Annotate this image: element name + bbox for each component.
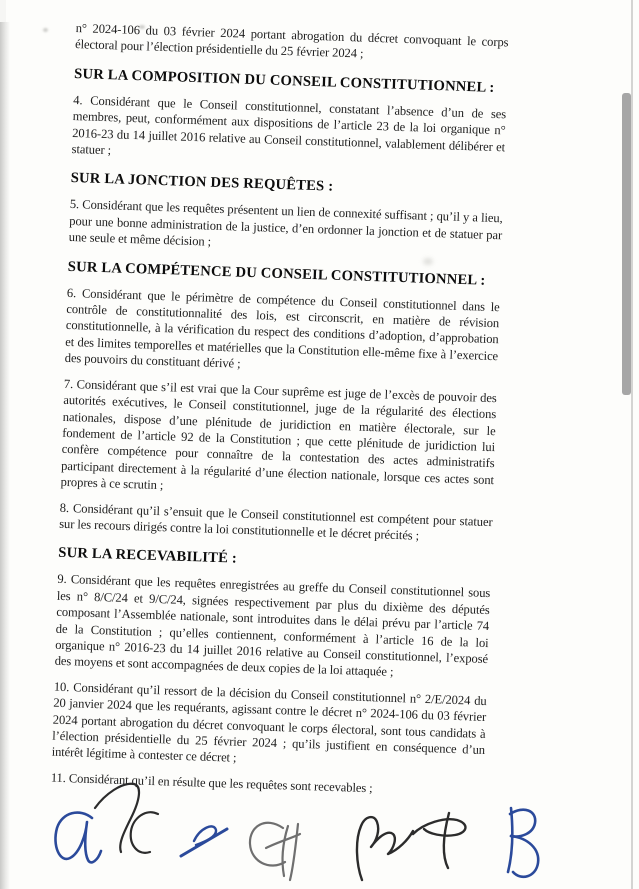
heading-recevabilite: SUR LA RECEVABILITÉ : — [58, 545, 238, 568]
heading-composition: SUR LA COMPOSITION DU CONSEIL CONSTITUTIONNEL : — [73, 65, 495, 96]
signature-4-gray — [250, 823, 300, 880]
document-body — [50, 20, 508, 809]
smudge-mark — [43, 28, 48, 32]
paragraph-10: 10. Considérant qu’il ressort de la décision du Conseil constitutionnel n° 2/E/2024 du 20 janvier 2024 que les requérants, agissant contre le décret n° 2024-106 du 03 février 2024 portant abrogation du décret convoquant le corps électoral, sont tous candidats à l’élection présidentielle du 25 février 2024 ; qu’ils justifient en conséquence d’un intérêt légitime à contester ce décret ; — [51, 679, 487, 766]
heading-jonction: SUR LA JONCTION DES REQUÊTES : — [70, 170, 334, 196]
paragraph-11: 11. Considérant qu’il en résulte que les requêtes sont recevables ; — [50, 770, 373, 796]
handwritten-signatures — [0, 768, 600, 889]
paragraph-8: 8. Considérant qu’il s’ensuit que le Conseil constitutionnel est compétent pour statuer sur les recours dirigés contre la loi constitutionnelle et le décret précités ; — [59, 500, 493, 543]
paragraph-6: 6. Considérant que le périmètre de compétence du Conseil constitutionnel dans le contrôle de constitutionnalité des lois, est circonscrit, en matière de révision constitutionnelle, à la vérification du respect des conditions d’adoption, d’approbation et des limites temporelles et matérielles que la Constitution elle-même fixe à l’exercice des pouvoirs du constituant dérivé ; — [64, 285, 500, 371]
paragraph-5: 5. Considérant que les requêtes présentent un lien de connexité suffisant ; qu’il y a lieu, pour une bonne administration de la justice, d’en ordonner la jonction et de statuer par une seule et même décision ; — [68, 197, 503, 249]
page-right-edge — [631, 0, 633, 889]
signature-2-black — [95, 784, 158, 853]
page-left-edge — [0, 22, 10, 889]
scrollbar-thumb[interactable] — [622, 93, 631, 395]
heading-competence: SUR LA COMPÉTENCE DU CONSEIL CONSTITUTIONNEL : — [67, 258, 486, 289]
signature-6-blue — [508, 808, 538, 877]
signature-3-blue — [181, 826, 227, 856]
paragraph-7: 7. Considérant que s’il est vrai que la Cour suprême est juge de l’excès de pouvoir des autorités exécutives, le Conseil constitutionnel, juge de la régularité des élections nationales, dispose d’une plénitude de juridiction en matière électorale, sur le fondement de l’article 92 de la Constitution ; que cette plénitude de juridiction lui confère compétence pour connaître de la contestation des actes administratifs participant directement à la régularité d’une élection nationale, lorsque ces actes sont propres à ce scrutin ; — [60, 376, 497, 493]
paragraph-4: 4. Considérant que le Conseil constitutionnel, constatant l’absence d’un de ses membres, peut, conformément aux dispositions de l’article 23 de la loi organique n° 2016-23 du 14 juillet 2016 relative au Conseil constitutionnel, valablement délibérer et statuer ; — [71, 92, 507, 158]
paragraph-intro: n° 2024-106 du 03 février 2024 portant abrogation du décret convoquant le corps électoral pour l’élection présidentielle du 25 février 2024 ; — [74, 21, 509, 61]
signature-1-blue — [55, 813, 101, 863]
signature-5-black — [357, 813, 465, 880]
paragraph-9: 9. Considérant que les requêtes enregistrées au greffe du Conseil constitutionnel sous les n° 8/C/24 et 9/C/24, signées respectivement par plus du dixième des députés composant l’Assemblée nationale, sont introduites dans le délai prévu par l’article 74 de la Constitution ; qu’elles contiennent, conformément à l’article 16 de la loi organique n° 2016-23 du 14 juillet 2016 relative au Conseil constitutionnel, l’exposé des moyens et sont accompagnées de deux copies de la loi attaquée ; — [54, 572, 491, 680]
